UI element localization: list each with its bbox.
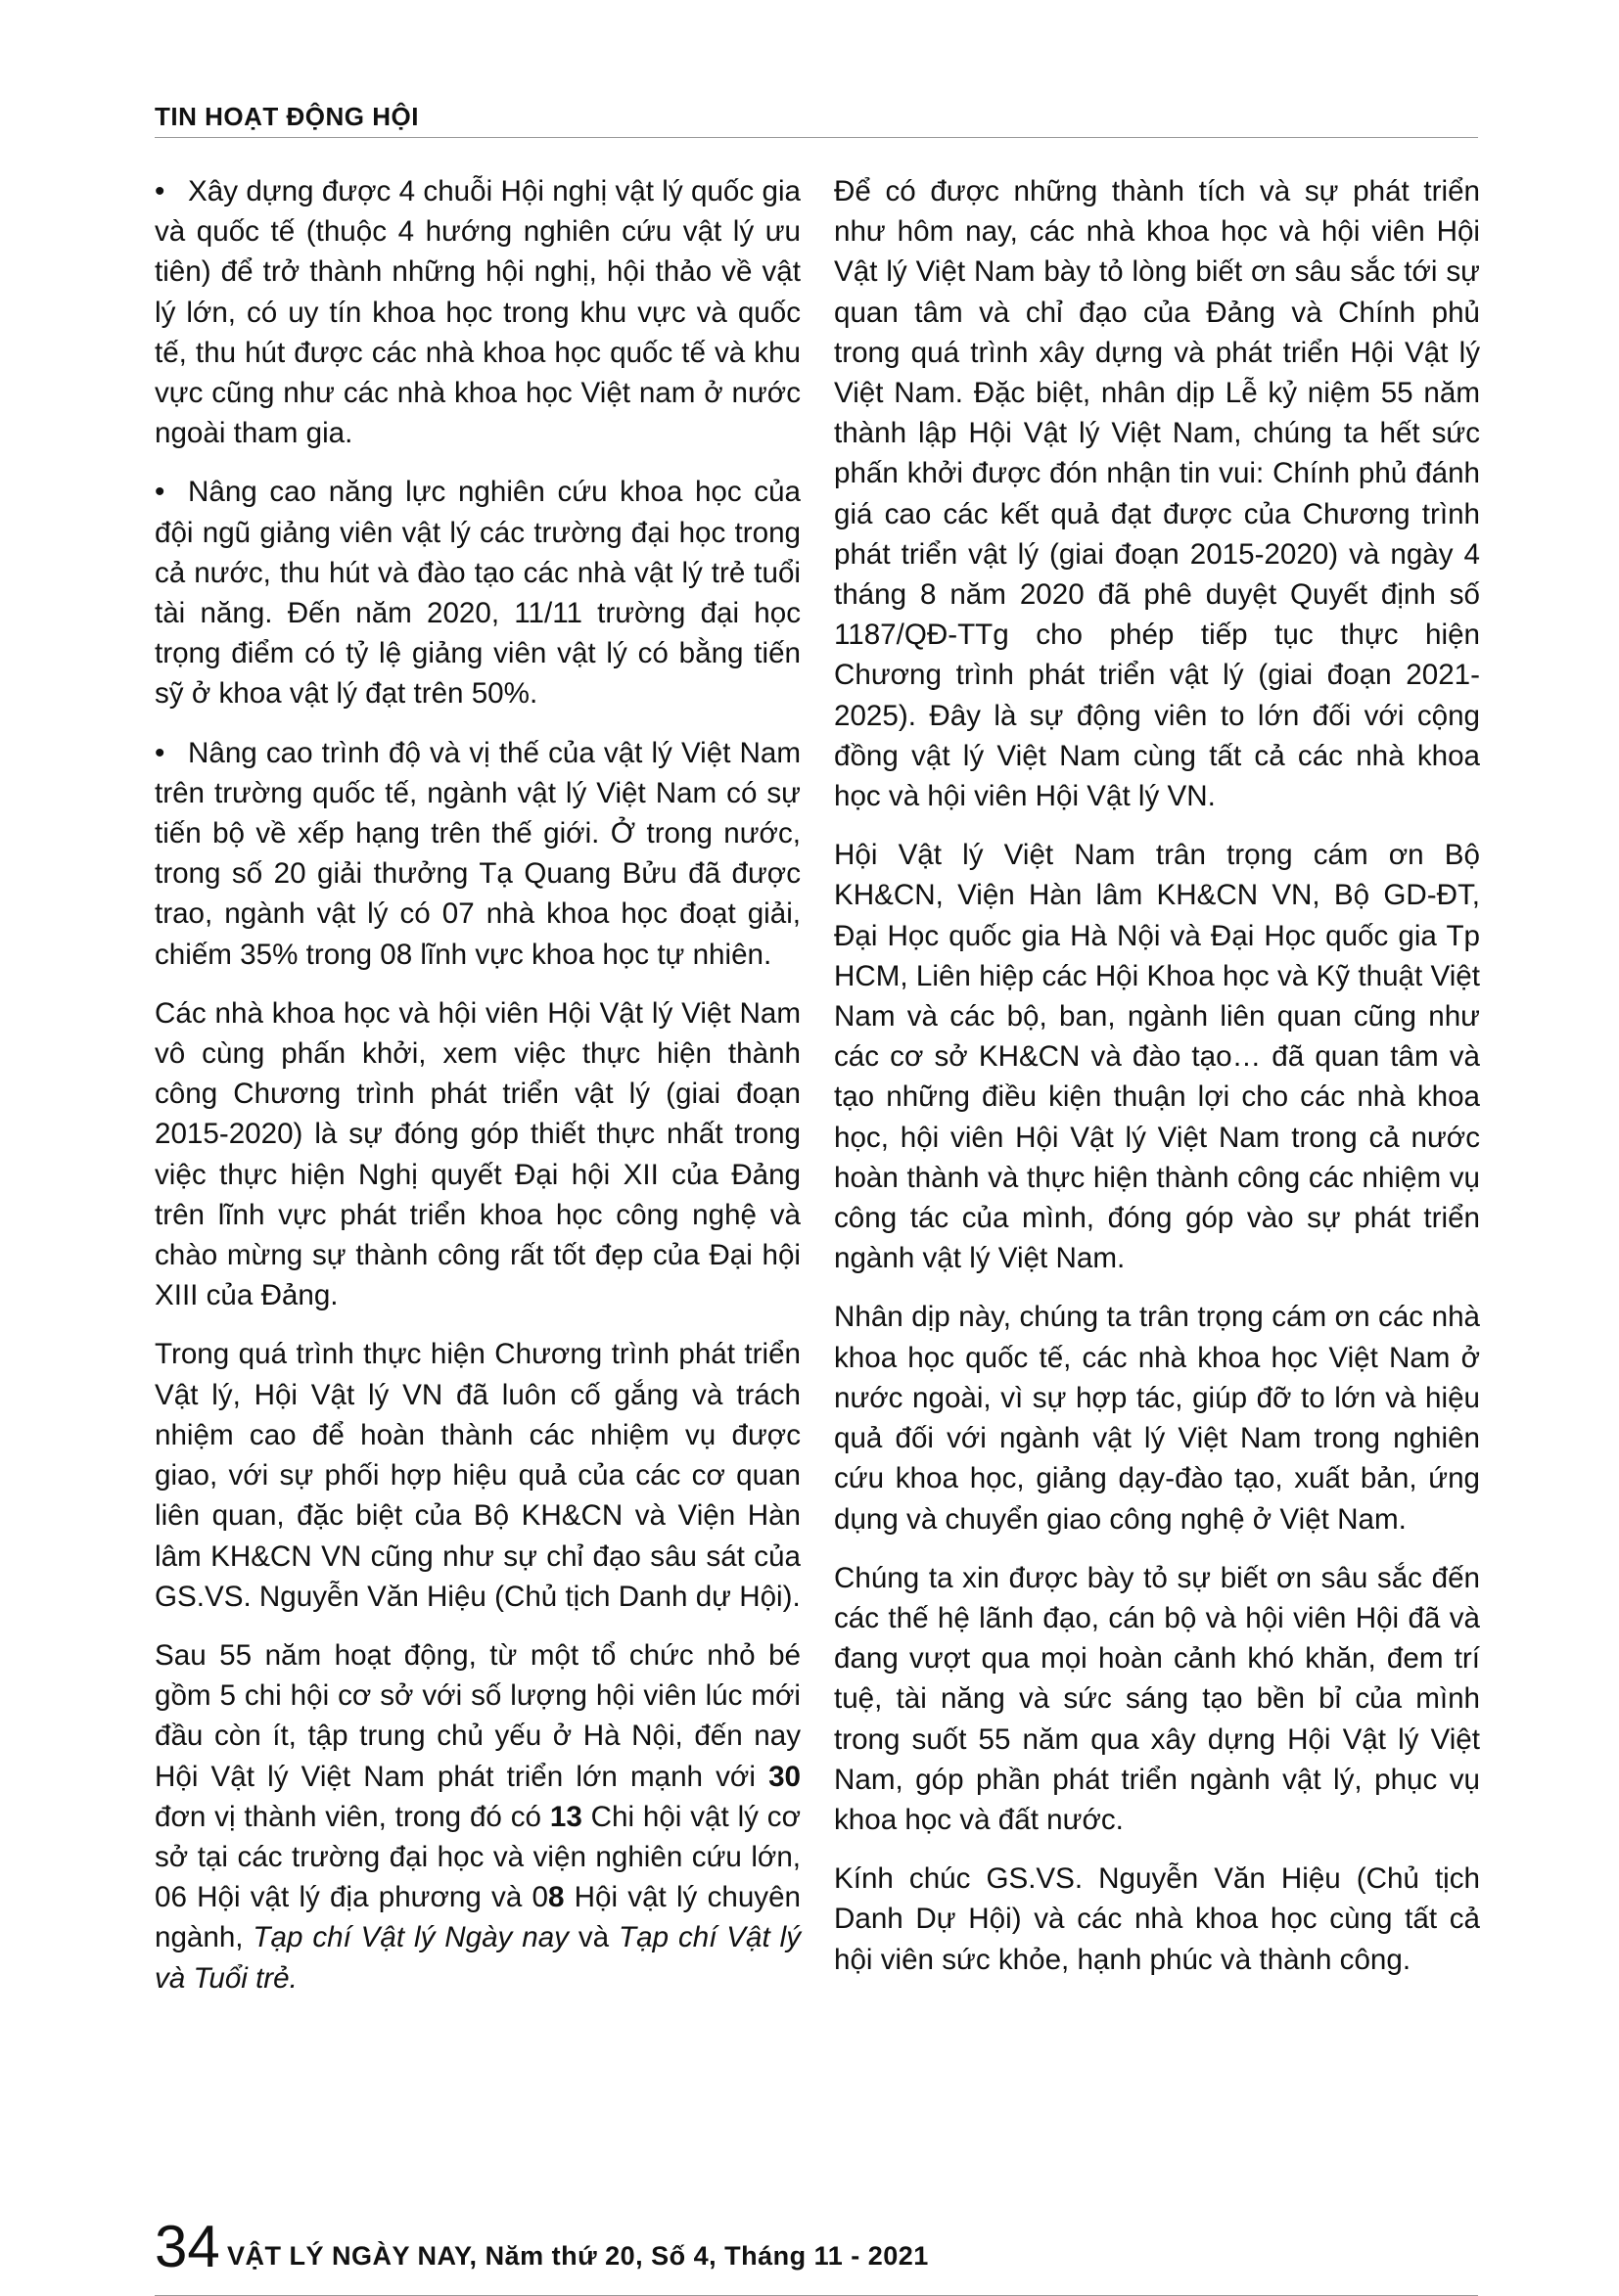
header-divider <box>155 137 1478 138</box>
bold-text: 13 <box>549 1800 582 1833</box>
bullet-text: Xây dựng được 4 chuỗi Hội nghị vật lý quốc gia và quốc tế (thuộc 4 hướng nghiên cứu vật lý ưu tiên) để trở thành những hội nghị, hội thảo về vật lý lớn, có uy tín khoa học trong khu vực và quốc tế, thu hút được các nhà khoa học quốc tế và khu vực cũng như các nhà khoa học Việt nam ở nước ngoài tham gia. <box>155 175 801 450</box>
text-run: và <box>568 1921 620 1954</box>
bullet-item <box>155 171 801 453</box>
text-run: đơn vị thành viên, trong đó có <box>155 1800 550 1833</box>
text-run: Chi hội vật lý cơ sở tại các trường đại học và viện nghiên cứu lớn, 06 Hội vật lý địa phương và 0 <box>155 1800 801 1914</box>
paragraph: Nhân dịp này, chúng ta trân trọng cám ơn các nhà khoa học quốc tế, các nhà khoa học Việt Nam ở nước ngoài, vì sự hợp tác, giúp đỡ to lớn và hiệu quả đối với ngành vật lý Việt Nam trong nghiên cứu khoa học, giảng dạy-đào tạo, xuất bản, ứng dụng và chuyển giao công nghệ ở Việt Nam. <box>834 1301 1480 1536</box>
right-column <box>834 171 1480 1998</box>
bullet-icon: • <box>155 476 165 509</box>
italic-text: Tạp chí Vật lý Ngày nay <box>253 1921 569 1954</box>
left-column <box>155 171 801 2017</box>
section-header: TIN HOẠT ĐỘNG HỘI <box>155 102 419 131</box>
text-run: Sau 55 năm hoạt động, từ một tổ chức nhỏ bé gồm 5 chi hội cơ sở với số lượng hội viên lúc mới đầu còn ít, tập trung chủ yếu ở Hà Nội, đến nay Hội Vật lý Việt Nam phát triển lớn mạnh với <box>155 1638 801 1793</box>
bullet-icon: • <box>155 175 165 207</box>
paragraph: Chúng ta xin được bày tỏ sự biết ơn sâu sắc đến các thế hệ lãnh đạo, cán bộ và hội viên Hội đã và đang vượt qua mọi hoàn cảnh khó khăn, đem trí tuệ, tài năng và sức sáng tạo bền bỉ của mình trong suốt 55 năm qua xây dựng Hội Vật lý Việt Nam, góp phần phát triển ngành vật lý, phục vụ khoa học và đất nước. <box>834 1561 1480 1836</box>
page-number: 34 <box>155 2214 220 2279</box>
paragraph <box>155 1635 801 1998</box>
bold-text: 30 <box>768 1760 801 1793</box>
paragraph: Kính chúc GS.VS. Nguyễn Văn Hiệu (Chủ tịch Danh Dự Hội) và các nhà khoa học cùng tất cả hội viên sức khỏe, hạnh phúc và thành công. <box>834 1862 1480 1976</box>
bold-text: 8 <box>547 1881 565 1914</box>
paragraph: Các nhà khoa học và hội viên Hội Vật lý Việt Nam vô cùng phấn khởi, xem việc thực hiện thành công Chương trình phát triển vật lý (giai đoạn 2015-2020) là sự đóng góp thiết thực nhất trong việc thực hiện Nghị quyết Đại hội XII của Đảng trên lĩnh vực phát triển khoa học công nghệ và chào mừng sự thành công rất tốt đẹp của Đại hội XIII của Đảng. <box>155 996 801 1312</box>
italic-text: Tạp chí Vật lý và Tuổi trẻ. <box>155 1921 802 1995</box>
paragraph: Trong quá trình thực hiện Chương trình phát triển Vật lý, Hội Vật lý VN đã luôn cố gắng và trách nhiệm cao để hoàn thành các nhiệm vụ được giao, với sự phối hợp hiệu quả của các cơ quan liên quan, đặc biệt của Bộ KH&CN và Viện Hàn lâm KH&CN VN cũng như sự chỉ đạo sâu sát của GS.VS. Nguyễn Văn Hiệu (Chủ tịch Danh dự Hội). <box>155 1338 801 1613</box>
bullet-item <box>155 733 801 975</box>
bullet-icon: • <box>155 736 165 769</box>
text-run: Hội vật lý chuyên ngành, <box>155 1881 801 1954</box>
bullet-item <box>155 472 801 713</box>
publication-info: VẬT LÝ NGÀY NAY, Năm thứ 20, Số 4, Tháng 11 - 2021 <box>227 2241 929 2271</box>
bullet-text: Nâng cao năng lực nghiên cứu khoa học của đội ngũ giảng viên vật lý các trường đại học trong cả nước, thu hút và đào tạo các nhà vật lý trẻ tuổi tài năng. Đến năm 2020, 11/11 trường đại học trọng điểm có tỷ lệ giảng viên vật lý có bằng tiến sỹ ở khoa vật lý đạt trên 50%. <box>155 476 801 711</box>
paragraph: Hội Vật lý Việt Nam trân trọng cám ơn Bộ KH&CN, Viện Hàn lâm KH&CN VN, Bộ GD-ĐT, Đại Học quốc gia Hà Nội và Đại Học quốc gia Tp HCM, Liên hiệp các Hội Khoa học và Kỹ thuật Việt Nam và các bộ, ban, ngành liên quan cũng như các cơ sở KH&CN và đào tạo… đã quan tâm và tạo những điều kiện thuận lợi cho các nhà khoa học, hội viên Hội Vật lý Việt Nam trong cả nước hoàn thành và thực hiện thành công các nhiệm vụ công tác của mình, đóng góp vào sự phát triển ngành vật lý Việt Nam. <box>834 839 1480 1275</box>
paragraph: Để có được những thành tích và sự phát triển như hôm nay, các nhà khoa học và hội viên Hội Vật lý Việt Nam bày tỏ lòng biết ơn sâu sắc tới sự quan tâm và chỉ đạo của Đảng và Chính phủ trong quá trình xây dựng và phát triển Hội Vật lý Việt Nam. Đặc biệt, nhân dịp Lễ kỷ niệm 55 năm thành lập Hội Vật lý Việt Nam, chúng ta hết sức phấn khởi được đón nhận tin vui: Chính phủ đánh giá cao các kết quả đạt được của Chương trình phát triển vật lý (giai đoạn 2015-2020) và ngày 4 tháng 8 năm 2020 đã phê duyệt Quyết định số 1187/QĐ-TTg cho phép tiếp tục thực hiện Chương trình phát triển vật lý (giai đoạn 2021-2025). Đây là sự động viên to lớn đối với cộng đồng vật lý Việt Nam cùng tất cả các nhà khoa học và hội viên Hội Vật lý VN. <box>834 175 1480 813</box>
bullet-text: Nâng cao trình độ và vị thế của vật lý Việt Nam trên trường quốc tế, ngành vật lý Việt Nam có sự tiến bộ về xếp hạng trên thế giới. Ở trong nước, trong số 20 giải thưởng Tạ Quang Bửu đã được trao, ngành vật lý có 07 nhà khoa học đoạt giải, chiếm 35% trong 08 lĩnh vực khoa học tự nhiên. <box>155 736 801 971</box>
